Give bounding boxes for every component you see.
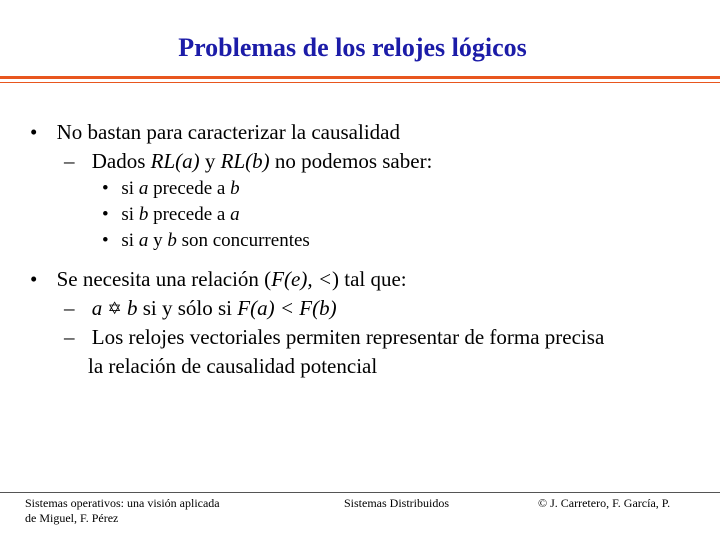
footer-book-authors: de Miguel, F. Pérez xyxy=(25,511,119,525)
list-item-1 xyxy=(102,178,240,200)
item-marker: • xyxy=(102,204,109,225)
item-marker: • xyxy=(102,230,109,251)
item-marker: • xyxy=(102,178,109,199)
footer-book-title: Sistemas operativos: una visión aplicada xyxy=(25,496,220,510)
item-var-1: b xyxy=(138,204,149,225)
bullet-1-sub xyxy=(64,149,432,174)
footer-left xyxy=(25,496,220,526)
bullet-1 xyxy=(30,120,400,145)
item-pre: si xyxy=(121,204,139,225)
item-mid: y xyxy=(148,230,168,251)
var-a: a xyxy=(91,296,103,320)
bullet-2-sub-2-cont xyxy=(88,354,377,379)
relation-fe: F(e), < xyxy=(271,267,332,291)
sub-mid: si y sólo si xyxy=(137,296,238,320)
bullet-2-sub-2 xyxy=(64,325,604,350)
var-b: b xyxy=(127,296,138,320)
item-var-2: a xyxy=(230,204,240,225)
bullet-2 xyxy=(30,267,407,292)
bullet-2-pre: Se necesita una relación ( xyxy=(56,267,272,291)
item-post: son concurrentes xyxy=(176,230,310,251)
footer-center: Sistemas Distribuidos xyxy=(344,496,450,510)
sub-2-line-1: Los relojes vectoriales permiten representar de forma precisa xyxy=(91,325,605,349)
dash-marker: – xyxy=(64,325,75,349)
list-item-3 xyxy=(102,230,310,252)
item-var-1: a xyxy=(138,230,149,251)
footer-rule xyxy=(0,492,720,493)
sub-text-mid: y xyxy=(199,149,221,173)
item-mid: precede a xyxy=(148,178,231,199)
bullet-marker: • xyxy=(30,267,38,291)
dash-marker: – xyxy=(64,149,75,173)
footer-right: © J. Carretero, F. García, P. xyxy=(538,496,671,510)
title-underline-thin xyxy=(0,82,720,83)
bullet-2-sub-1 xyxy=(64,296,337,321)
item-var-2: b xyxy=(167,230,177,251)
bullet-1-text: No bastan para caracterizar la causalidad xyxy=(56,120,400,144)
sub-text-post: no podemos saber: xyxy=(269,149,433,173)
item-pre: si xyxy=(121,230,139,251)
relation-fa-fb: F(a) < F(b) xyxy=(237,296,337,320)
item-var-2: b xyxy=(230,178,240,199)
rl-b: RL(b) xyxy=(220,149,270,173)
bullet-marker: • xyxy=(30,120,38,144)
item-pre: si xyxy=(121,178,139,199)
item-mid: precede a xyxy=(148,204,231,225)
dash-marker: – xyxy=(64,296,75,320)
sub-text-pre: Dados xyxy=(91,149,151,173)
slide-title: Problemas de los relojes lógicos xyxy=(178,33,527,62)
bullet-2-post: ) tal que: xyxy=(332,267,407,291)
sub-2-line-2: la relación de causalidad potencial xyxy=(88,354,378,378)
title-underline-thick xyxy=(0,76,720,79)
list-item-2 xyxy=(102,204,240,226)
happened-before-symbol-icon: ✡ xyxy=(107,299,122,318)
item-var-1: a xyxy=(138,178,149,199)
rl-a: RL(a) xyxy=(150,149,200,173)
